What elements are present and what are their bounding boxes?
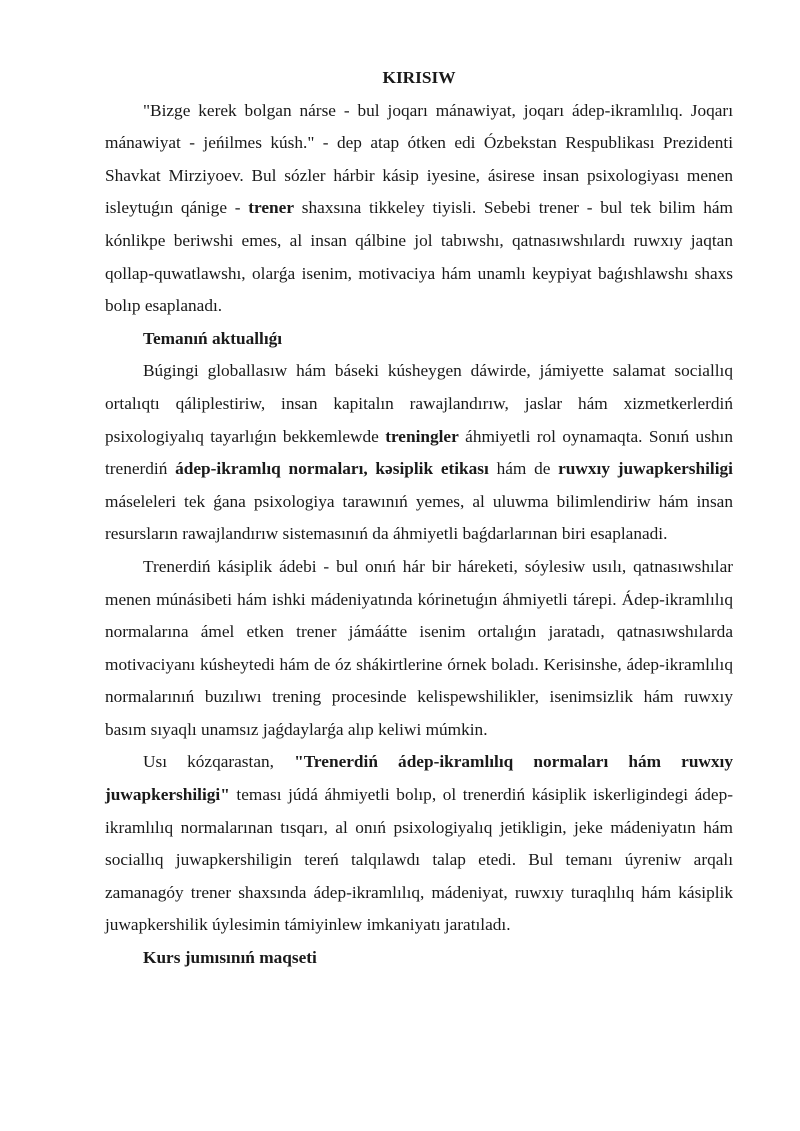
text-run: áhmiyetli rol oynamaqta. Sonıń ushın trenerdiń [105, 426, 734, 479]
bold-topic-title: "Trenerdiń ádep-ikramlılıq normaları hám ruwxıy juwapkershiligi" [105, 752, 733, 805]
topic-paragraph [105, 746, 733, 942]
intro-paragraph [105, 95, 733, 323]
text-run: máseleleri tek ǵana psixologiya tarawınıń yemes, al uluwma bilimlendiriw hám insan resursların rawajlandırıw sistemasınıń da áhmiyetli baǵdarlarınan biri esaplanadi. [105, 491, 733, 544]
document-title: KIRISIW [382, 68, 456, 87]
ethics-paragraph: Trenerdiń kásiplik ádebi - bul onıń hár bir háreketi, sóylesiw usılı, qatnasıwshılar menen múnásibeti hám ishki mádeniyatında kórinetuǵın áhmiyetli tárepi. Ádep-ikramlılıq normalarına ámel etken trener jámáátte isenim ortalıǵın jaratadı, qatnasıwshılarda motivaciyanı kúsheytedi hám de óz shákirtlerine órnek boladı. Kerisinshe, ádep-ikramlılıq normalarınıń buzılıwı trening procesinde kelispewshilikler, isenimsizlik hám ruwxıy basım sıyaqlı unamsız jaǵdaylarǵa alıp keliwi múmkin. [105, 556, 733, 739]
bold-term: treningler [385, 426, 459, 446]
section-heading-relevance: Temanıń aktuallıǵı [143, 328, 283, 348]
bold-term: ruwxıy juwapkershiligi [558, 459, 733, 479]
text-run: shaxsına tikkeley tiyisli. Sebebi trener - bul tek bilim hám kónlikpe beriwshi emes, al insan qálbine jol tabıwshı, qatnasıwshılardı ruwxıy jaqtan qollap-quwatlawshı, olarǵa isenim, motivaciya hám unamlı keypiyat baǵıshlawshı shaxs bolıp esaplanadı. [105, 198, 733, 316]
relevance-paragraph [105, 355, 733, 551]
text-run: "Bizge kerek bolgan nárse - bul joqarı mánawiyat, joqarı ádep-ikramlılıq. Joqarı mánawiyat - jeńilmes kúsh." - dep atap ótken edi Ózbekstan Respublikası Prezidenti Shavkat Mirziyoev. Bul sózler hárbir kásip iyesine, ásirese insan psixologiyası menen isleytuǵın qánige - [105, 100, 733, 218]
bold-term: trener [248, 198, 295, 218]
section-heading-goal: Kurs jumısınıń maqseti [143, 948, 317, 968]
bold-term: ádep-ikramlıq normaları, kəsiplik etikası [175, 459, 489, 479]
text-run: teması júdá áhmiyetli bolıp, ol trenerdiń kásiplik iskerligindegi ádep-ikramlılıq normalarınan tısqarı, al onıń psixologiyalıq jetikligin, jeke mádeniyatın hám sociallıq juwapkershiligin tereń talqılawdı talap etedi. Bul temanı úyreniw arqalı zamanagóy trener shaxsında ádep-ikramlılıq, mádeniyat, ruwxıy turaqlılıq hám kásiplik juwapkershilik úylesimin támiyinlew imkaniyatı jaratıladı. [105, 785, 734, 935]
text-run: Búgingi globallasıw hám báseki kúsheygen dáwirde, jámiyette salamat sociallıq ortalıqtı qáliplestiriw, insan kapitalın rawajlandırıw, jaslar hám xizmetkerlerdiń psixologiyalıq tayarlıǵın bekkemlewde [105, 361, 733, 446]
document-page [105, 62, 733, 975]
text-run: Usı kózqarastan, [143, 752, 274, 772]
text-run: hám de [496, 459, 551, 479]
